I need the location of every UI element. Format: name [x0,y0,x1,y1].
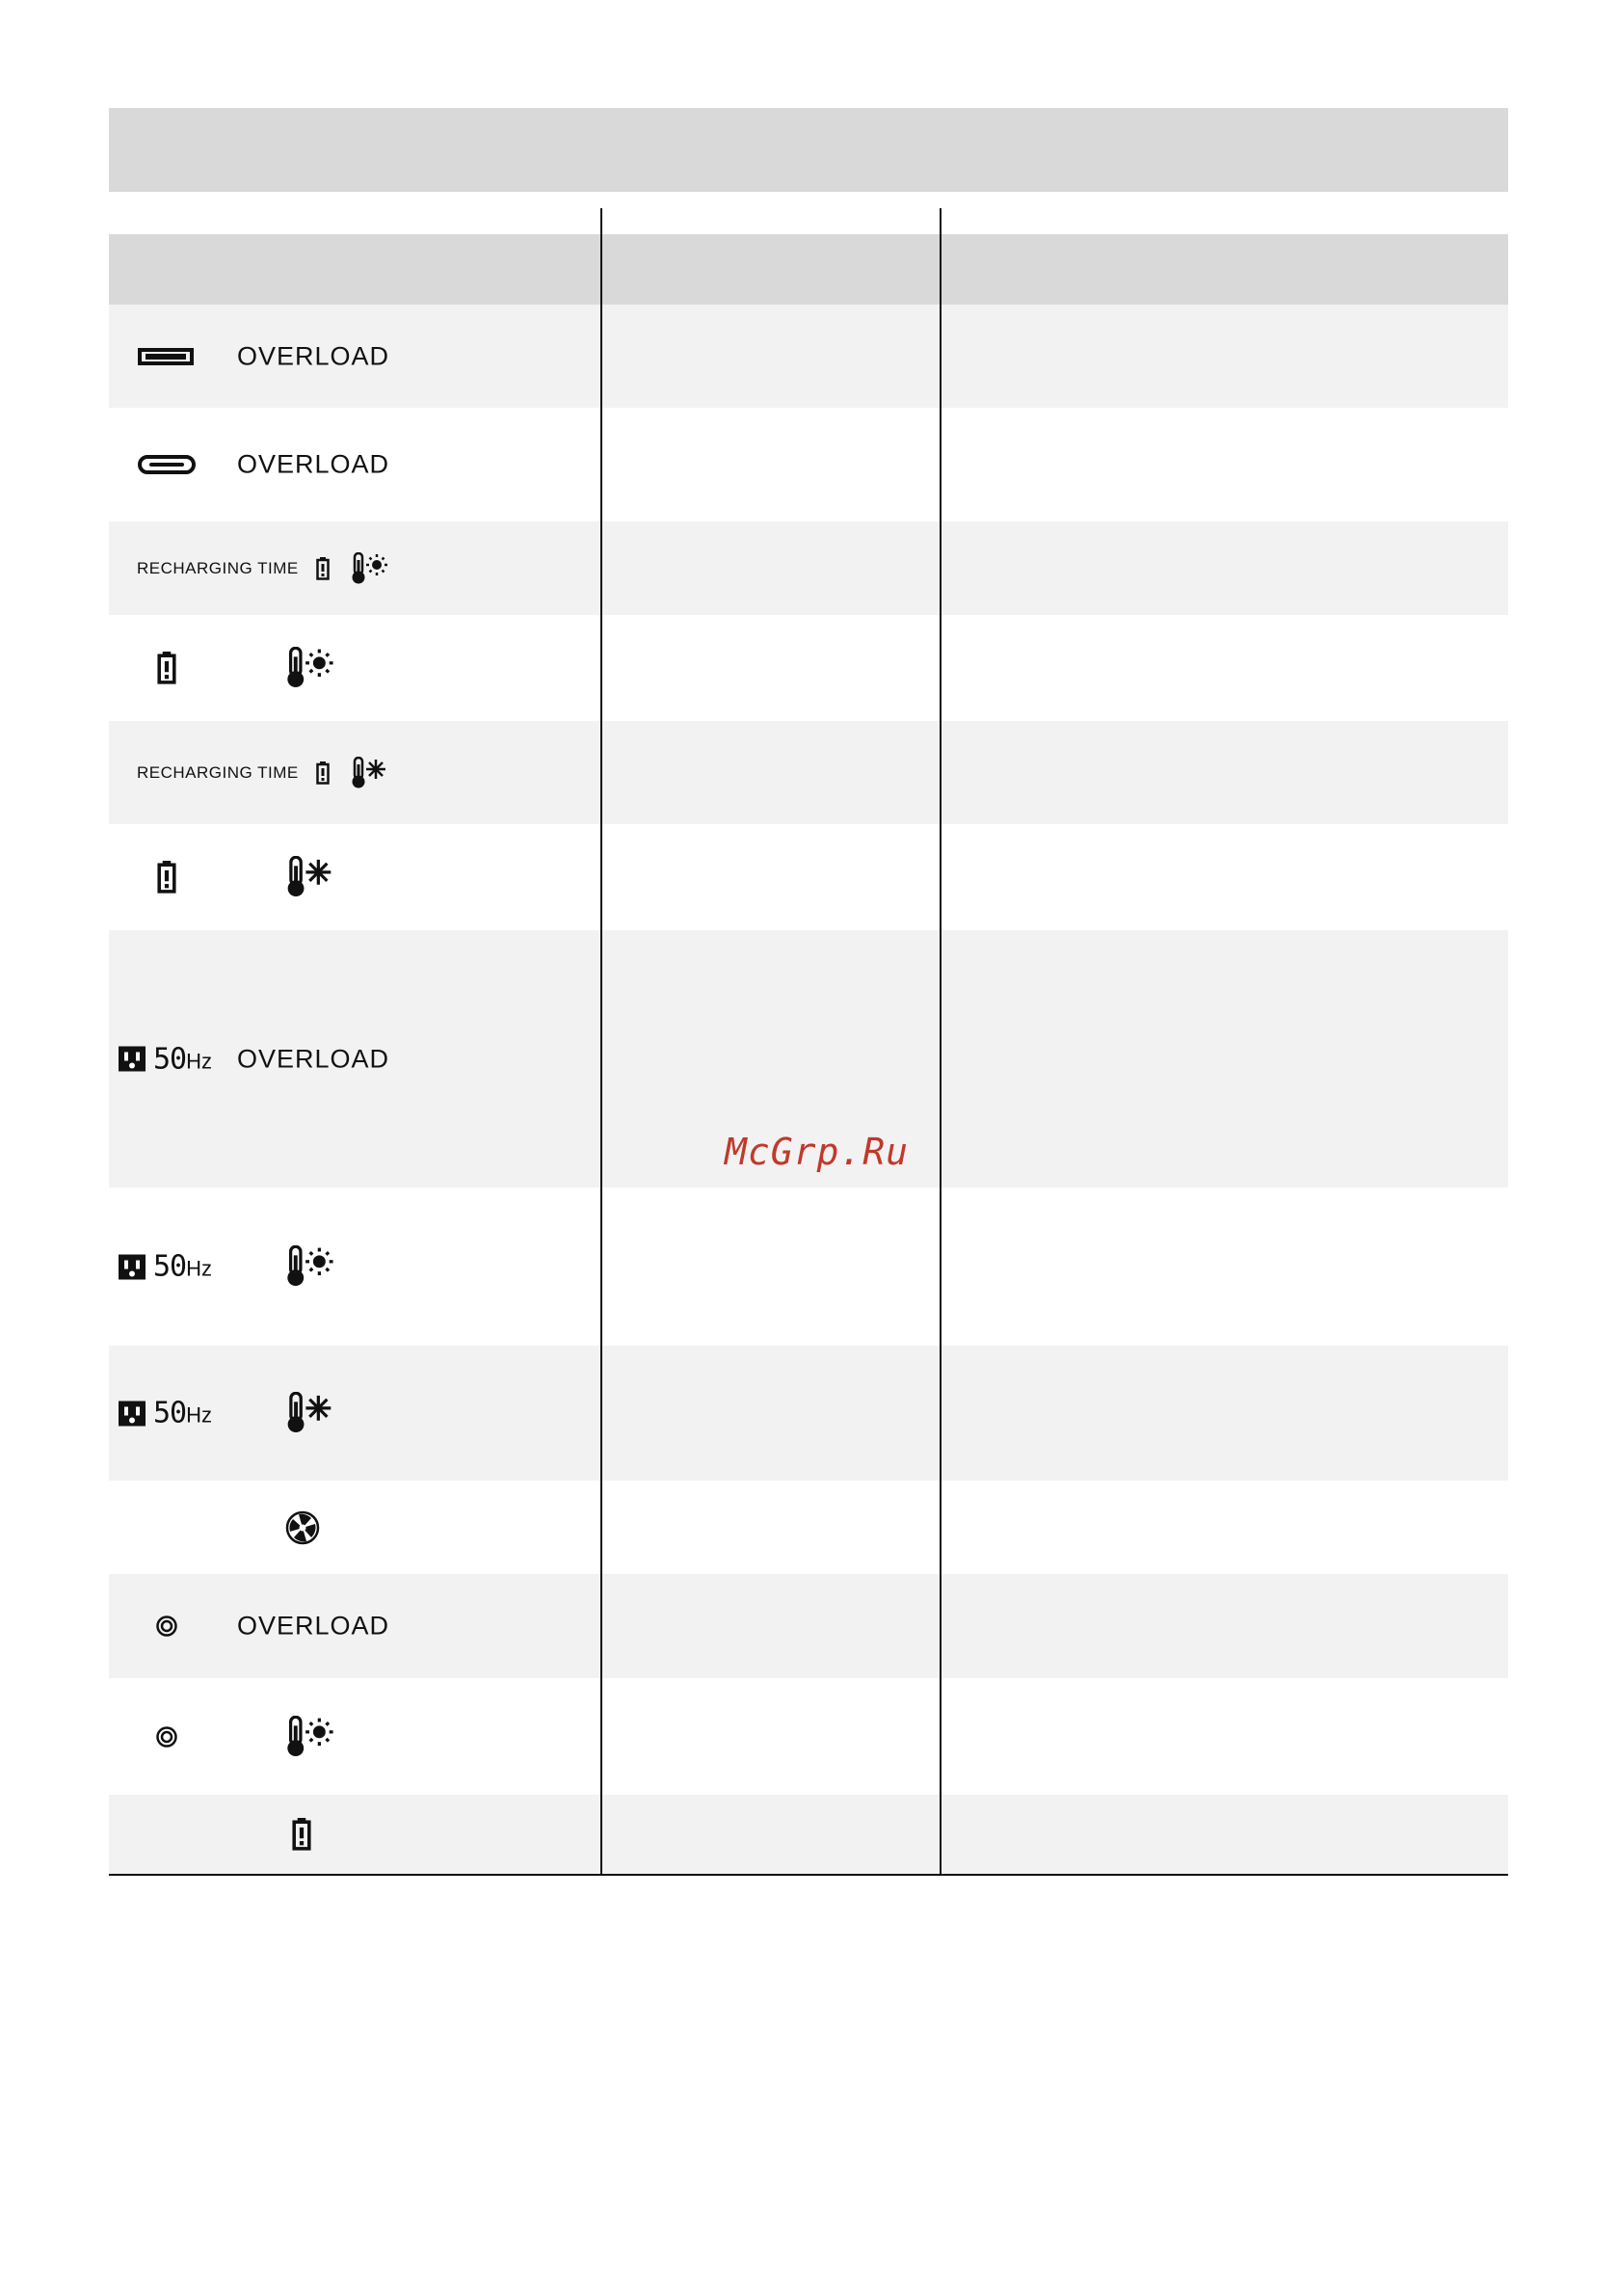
thermometer-hot-icon [351,552,387,585]
frequency-unit: Hz [186,1049,213,1073]
battery-alert-icon [157,652,176,684]
overload-label: OVERLOAD [237,341,390,370]
usb-c-port-icon [138,455,196,474]
overload-label: OVERLOAD [237,449,390,479]
overload-label: OVERLOAD [237,1044,390,1073]
battery-alert-icon [316,557,330,580]
display-cell [109,615,600,721]
display-cell [109,1346,600,1481]
frequency-readout [153,1250,212,1284]
recharging-time-label: RECHARGING TIME [137,762,299,782]
table-row [109,1795,1508,1874]
frequency-value: 50 [153,1249,187,1284]
ac-outlet-icon [119,1401,146,1426]
display-cell [109,1188,600,1346]
frequency-readout [153,1042,212,1076]
thermometer-cold-icon [285,856,332,898]
ac-outlet-icon [119,1254,146,1279]
thermometer-cold-icon [351,757,385,789]
dc-port-icon [156,1615,177,1637]
display-cell [109,1481,600,1574]
table-row [109,1188,1508,1346]
display-cell [109,824,600,930]
overload-label: OVERLOAD [237,1611,390,1641]
frequency-unit: Hz [186,1256,213,1281]
display-cell [109,305,600,408]
table-row [109,1678,1508,1795]
table-row [109,1481,1508,1574]
battery-alert-icon [292,1818,311,1851]
column-divider [600,208,602,1876]
thermometer-cold-icon [285,1392,332,1434]
table-row [109,1574,1508,1678]
display-cell [109,408,600,521]
dc-port-icon [156,1726,177,1748]
usb-a-port-icon [138,348,194,365]
recharging-time-label: RECHARGING TIME [137,558,299,577]
table-row [109,521,1508,615]
thermometer-hot-icon [285,1716,333,1758]
table-row [109,721,1508,824]
table-row [109,824,1508,930]
table-row [109,615,1508,721]
table-row [109,1346,1508,1481]
battery-alert-icon [157,861,176,894]
table-row [109,408,1508,521]
recharge-indicator [137,757,385,789]
thermometer-hot-icon [285,1245,333,1288]
section-title-band [109,108,1508,192]
ac-indicator [119,1250,212,1284]
frequency-value: 50 [153,1042,187,1076]
display-cell [109,521,600,615]
display-cell [109,721,600,824]
error-codes-table [109,208,1508,1876]
frequency-readout [153,1397,212,1430]
display-cell [109,1795,600,1874]
display-cell [109,930,600,1188]
display-cell [109,1678,600,1795]
ac-outlet-icon [119,1047,146,1072]
frequency-unit: Hz [186,1402,213,1428]
column-divider [940,208,942,1876]
display-cell [109,1574,600,1678]
recharge-indicator [137,552,387,585]
table-header-row [109,234,1508,305]
table-bottom-rule [109,1874,1508,1876]
frequency-value: 50 [153,1396,187,1430]
ac-indicator [119,1042,212,1076]
watermark-text: McGrp.Ru [725,1131,910,1173]
fan-icon [285,1510,320,1545]
battery-alert-icon [316,761,330,785]
thermometer-hot-icon [285,647,333,689]
table-row [109,305,1508,408]
ac-indicator [119,1397,212,1430]
